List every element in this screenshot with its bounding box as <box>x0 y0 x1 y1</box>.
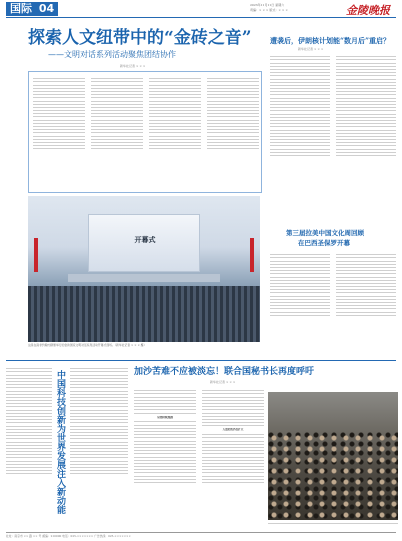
page-number: 04 <box>38 2 55 15</box>
article3-headline-1: 第三届拉美中国文化周回顾 <box>286 229 364 237</box>
stage-screen <box>88 214 200 272</box>
conference-photo <box>28 196 260 342</box>
article1-body-col2 <box>91 76 143 188</box>
photo-caption: 这是在南非约翰内斯堡举行的金砖国家文明对话系列活动开幕式现场。（新华社记者 × × × 摄） <box>28 343 147 347</box>
footer-text: 社址：南京市 ×× 路 ×× 号 邮编：210000 电话：025-××××××× 广告热线：025-××××××× <box>6 534 131 538</box>
masthead-date: 2023年11月11日 星期六 <box>250 3 285 7</box>
article1-body-col3 <box>149 76 201 188</box>
stage-platform <box>68 274 220 282</box>
article2-body <box>270 54 396 214</box>
vertical-article-body <box>70 366 128 534</box>
article1-byline: 新华社记者 × × × <box>120 64 146 68</box>
vertical-headline: 中国科技创新为世界发展注入新动能 <box>55 370 65 514</box>
masthead <box>0 0 402 17</box>
crowd-photo <box>268 392 398 520</box>
article4-headline: 加沙苦难不应被淡忘！联合国秘书长再度呼吁 <box>134 367 315 377</box>
masthead-editor: 责编：× × × 版式：× × × <box>250 8 288 12</box>
article1-body-box <box>28 71 262 193</box>
masthead-rule <box>6 17 396 18</box>
stage-screen-text: 开幕式 <box>134 235 156 244</box>
flag-left <box>34 238 38 272</box>
article4-byline: 新华社记者 × × × <box>210 380 236 384</box>
crowd-pattern <box>268 432 398 520</box>
article1-subheadline: ——文明对话系列活动聚焦团结协作 <box>48 50 176 59</box>
crowd-photo-caption <box>268 522 398 526</box>
article1-body-col1 <box>33 76 85 188</box>
article3-body <box>270 252 396 352</box>
left-brief-body <box>6 366 52 534</box>
article1-body-col4 <box>207 76 259 188</box>
article1-headline: 探索人文纽带中的“金砖之音” <box>28 28 252 48</box>
flag-right <box>250 238 254 272</box>
footer-rule <box>6 532 396 533</box>
section-divider <box>6 360 396 361</box>
section-label-bar <box>6 2 58 16</box>
article4-subhead-1: 局势持续加剧 <box>157 415 173 419</box>
article2-byline: 新华社记者 × × × <box>298 47 324 51</box>
newspaper-logo: 金陵晚报 <box>346 4 390 17</box>
article3-headline-2: 在巴西圣保罗开幕 <box>298 239 350 247</box>
article2-headline: 遭袭后，伊朗核计划能“数月后”重启？ <box>270 36 391 45</box>
article4-body <box>134 388 264 534</box>
article4-subhead-2: 人道危机仍在扩大 <box>222 428 244 432</box>
section-name: 国际 <box>10 2 32 15</box>
audience <box>28 286 260 342</box>
